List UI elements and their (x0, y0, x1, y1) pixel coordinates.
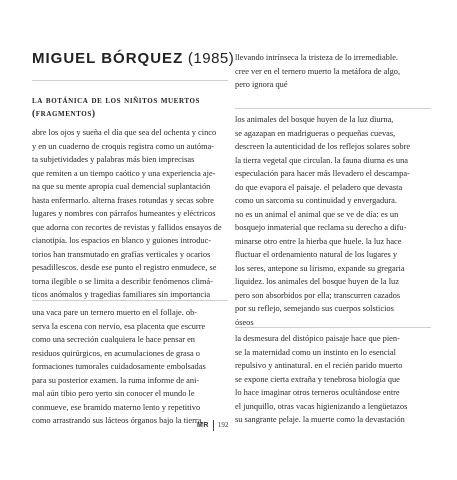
text-line: su sangrante pelaje. la muerte como la devastación (235, 415, 405, 424)
poem-title (32, 94, 232, 120)
rule-left-top (32, 80, 228, 81)
text-line: repulsivo y antinatural. en el recién parido muerto (235, 361, 403, 370)
text-line: los animales del bosque huyen de la luz diurna, (235, 115, 394, 124)
text-line: lo hace imaginar otros terneros ocultándose entre (235, 388, 400, 397)
text-line: como arrastrando sus lácteos órganos bajo la tierra, (32, 416, 204, 425)
text-line: conmueve, ese bramido materno lento y repetitivo (32, 402, 201, 412)
journal-mark: MR (197, 422, 209, 430)
text-line: na que su mente apropia cual demencial suplantación (32, 182, 211, 191)
text-line: la desmesura del distópico paisaje hace que pien- (235, 334, 400, 343)
text-line: ta subjetividades y palabras más bien imprecisas (32, 155, 195, 164)
text-line: se la maternidad como un instinto en lo esencial (235, 347, 396, 357)
footer-separator (213, 420, 214, 431)
author-name: MIGUEL BÓRQUEZ (32, 50, 184, 67)
text-line: liquidez. los animales del bosque huyen de la luz (235, 277, 399, 286)
text-line: hasta enfermarlo. alterna frases rotundas y secas sobre (32, 195, 214, 205)
text-block-right-bottom (235, 332, 431, 427)
rule-right-top (235, 108, 431, 109)
text-line: descreen la autenticidad de los reflejos solares sobre (235, 142, 411, 151)
text-line: ticos anómalos y tragedias familiares sin importancia (32, 290, 211, 299)
text-line: pero ignora qué (235, 80, 288, 89)
poem-title-line: la botánica de los niñitos muertos (32, 95, 201, 106)
text-line: los seres, antepone su lirismo, expande su gregaria (235, 263, 405, 273)
text-line: óseos (235, 317, 254, 327)
text-line: como una secreción cualquiera le hace pensar en (32, 335, 195, 344)
text-line: llevando intrínseca la tristeza de lo irremediable. (235, 53, 399, 62)
text-line: no es un animal el animal que se ve de día: es un (235, 209, 399, 219)
text-line: la tierra vegetal que circulan. la fauna diurna es una (235, 155, 408, 165)
text-line: se expone cierta extraña y tenebrosa biología que (235, 374, 400, 384)
text-line: mal aún tibio pero yerto sin conocer el mundo le (32, 389, 195, 398)
text-line: como un sarcoma su continuidad y envergadura. (235, 196, 397, 205)
text-line: una vaca pare un ternero muerto en el follaje. ob- (32, 308, 198, 317)
text-line: especulación para hacer más llevadero el descampa- (235, 169, 410, 178)
page-number: 192 (217, 421, 229, 430)
text-line: y en un cuaderno de croquis registra como un autóma- (32, 141, 215, 151)
text-line: bosquejo inmaterial que reclama su derecho a difu- (235, 223, 407, 232)
text-line: torna ilegible o se limita a describir fenómenos climá- (32, 276, 213, 286)
text-line: por su reflejo, semejando sus cuerpos solsticios (235, 304, 394, 313)
text-line: formaciones tumorales cuidadosamente embolsadas (32, 362, 206, 371)
text-line: fluctuar el ordenamiento natural de los lugares y (235, 250, 398, 259)
author-year: (1985) (187, 50, 235, 67)
text-line: pero son absorbidos por ella; transcurren cazados (235, 290, 401, 300)
text-line: se agazapan en madrigueras o pequeñas cuevas, (235, 128, 396, 138)
poem-title-subtitle: (fragmentos) (32, 108, 96, 119)
text-line: minarse otro entre la hierba que huele. la luz hace (235, 236, 402, 246)
author-heading (32, 50, 234, 67)
text-line: serva la escena con nervio, esa placenta que escurre (32, 321, 206, 331)
text-line: lugares y nombres con párrafos humeantes y eléctricos (32, 209, 216, 218)
text-line: do que evapora el paisaje. el peladero que devasta (235, 182, 403, 192)
text-line: torios han transmutado en grafías verticales y ocarios (32, 249, 211, 259)
text-line: para su posterior examen. la ruma informe de ani- (32, 375, 200, 385)
text-block-right-middle (235, 113, 431, 329)
text-line: que remiten a un tiempo caótico y una experiencia aje- (32, 168, 216, 178)
text-line: pesadillescos. desde ese punto el registro enmudece, se (32, 263, 217, 272)
page-footer (197, 420, 228, 431)
text-line: que adorna con recortes de revistas y fallidos ensayos de (32, 222, 222, 232)
text-line: cree ver en el ternero muerto la metáfora de algo, (235, 66, 401, 76)
text-block-left-bottom (32, 306, 228, 428)
text-line: el junquillo, otras vacas higienizando a lengüetazos (235, 401, 408, 411)
text-line: cianotipia. los espacios en blanco y guiones introduc- (32, 236, 212, 245)
text-line: abre los ojos y sueña el día que sea del ochenta y cinco (32, 128, 217, 137)
text-line: residuos quirúrgicos, en acumulaciones de grasa o (32, 348, 200, 358)
text-block-right-top (235, 51, 431, 92)
text-block-left-middle (32, 126, 228, 302)
